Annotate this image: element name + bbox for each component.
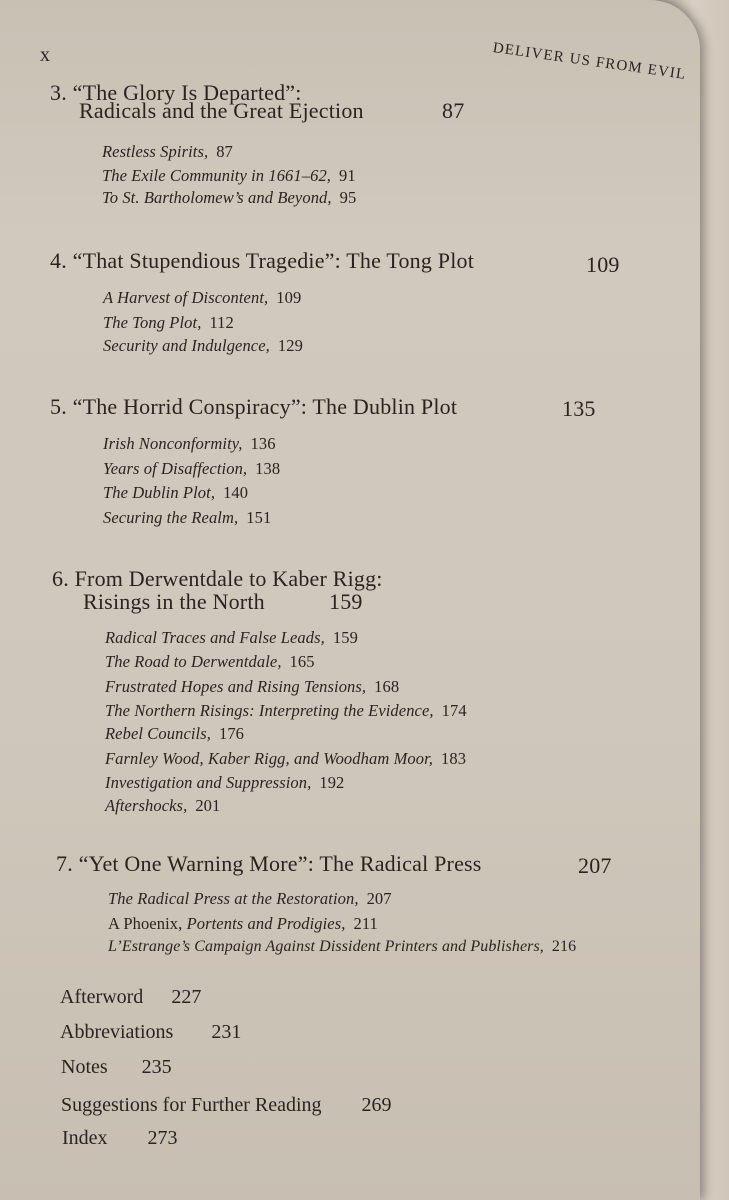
section-entry (102, 188, 356, 208)
section-page: 192 (319, 773, 345, 792)
section-page: 174 (441, 701, 467, 720)
section-page: 138 (255, 459, 281, 478)
section-page: 129 (277, 336, 303, 355)
section-title: To St. Bartholomew’s and Beyond, (102, 188, 332, 207)
section-title: Security and Indulgence, (103, 336, 270, 355)
section-entry (108, 889, 392, 909)
section-entry (103, 434, 276, 454)
back-matter-entry (60, 1021, 241, 1044)
section-entry (105, 773, 344, 793)
section-title: The Tong Plot, (103, 313, 202, 332)
section-entry (105, 749, 466, 769)
chapter-page: 109 (586, 252, 620, 277)
section-page: 183 (441, 749, 467, 768)
section-page: 168 (374, 677, 400, 696)
back-matter-page: 235 (141, 1056, 172, 1078)
back-matter-entry (61, 1094, 392, 1117)
back-matter-page: 227 (171, 986, 202, 1008)
section-page: 91 (339, 166, 356, 185)
chapter-number: 6. (52, 566, 69, 591)
chapter-page: 87 (442, 98, 465, 123)
section-page: 87 (216, 142, 233, 161)
chapter-title: Radicals and the Great Ejection (79, 98, 364, 123)
back-matter-title: Notes (61, 1056, 108, 1078)
chapter-page: 135 (562, 396, 596, 421)
section-page: 109 (276, 288, 302, 307)
chapter-title: “The Glory Is Departed”: (72, 80, 302, 105)
chapter-4-line1 (50, 248, 474, 274)
section-title: Aftershocks, (105, 796, 188, 815)
section-entry (105, 677, 399, 697)
section-entry (105, 652, 315, 672)
chapter-page: 207 (578, 853, 612, 878)
section-title: Securing the Realm, (103, 508, 239, 527)
section-entry (103, 483, 248, 503)
section-title: Investigation and Suppression, (105, 773, 312, 792)
chapter-page: 159 (329, 589, 363, 614)
chapter-number: 7. (56, 851, 73, 876)
section-title: Portents and Prodigies, (186, 914, 346, 933)
chapter-number: 4. (50, 248, 67, 273)
back-matter-entry (61, 1056, 172, 1079)
section-entry (105, 701, 467, 721)
section-page: 151 (246, 508, 272, 527)
section-entry (105, 724, 244, 744)
section-entry (103, 459, 280, 479)
section-entry (108, 914, 378, 934)
section-page: 201 (195, 796, 221, 815)
section-title: The Radical Press at the Restoration, (108, 889, 359, 908)
section-title: Years of Disaffection, (103, 459, 248, 478)
section-title: Frustrated Hopes and Rising Tensions, (105, 677, 367, 696)
chapter-5-line1 (50, 394, 457, 420)
section-title: L’Estrange’s Campaign Against Dissident Printers and Publishers, (108, 938, 544, 955)
section-entry (103, 288, 301, 308)
section-entry (105, 796, 220, 816)
page-folio: x (40, 44, 51, 66)
section-page: 216 (551, 938, 577, 955)
running-head: DELIVER US FROM EVIL (491, 40, 688, 84)
chapter-number: 5. (50, 394, 67, 419)
section-entry (102, 166, 356, 186)
section-page: 159 (332, 628, 358, 647)
section-page: 136 (250, 434, 276, 453)
back-matter-title: Suggestions for Further Reading (61, 1094, 322, 1116)
section-title: The Dublin Plot, (103, 483, 216, 502)
chapter-title: “The Horrid Conspiracy”: The Dublin Plot (72, 394, 458, 419)
section-page: 165 (289, 652, 315, 671)
back-matter-page: 273 (147, 1127, 178, 1149)
section-title: A Harvest of Discontent, (103, 288, 269, 307)
back-matter-title: Index (62, 1127, 108, 1149)
back-matter-page: 231 (211, 1021, 242, 1043)
back-matter-entry (62, 1127, 178, 1150)
section-page: 211 (353, 914, 378, 933)
section-title: Irish Nonconformity, (103, 434, 243, 453)
section-title: Restless Spirits, (102, 142, 209, 161)
section-page: 95 (339, 188, 357, 207)
section-title: The Road to Derwentdale, (105, 652, 282, 671)
section-entry (103, 313, 234, 333)
section-page: 140 (223, 483, 249, 502)
chapter-3-line2 (79, 98, 364, 124)
back-matter-entry (60, 986, 201, 1009)
section-title-roman: A Phoenix, (108, 914, 183, 933)
section-entry (105, 628, 358, 648)
back-matter-title: Abbreviations (60, 1021, 174, 1043)
section-title: Radical Traces and False Leads, (105, 628, 325, 647)
section-page: 176 (218, 724, 245, 743)
section-page: 207 (366, 889, 392, 908)
section-entry (103, 336, 303, 356)
section-title: Rebel Councils, (105, 724, 211, 743)
chapter-title: “Yet One Warning More”: The Radical Press (78, 851, 482, 876)
section-title: The Exile Community in 1661–62, (102, 166, 332, 185)
chapter-title: Risings in the North (83, 589, 265, 614)
chapter-number: 3. (50, 80, 67, 105)
back-matter-title: Afterword (60, 986, 144, 1008)
chapter-6-line2 (83, 589, 265, 615)
back-matter-page: 269 (361, 1094, 392, 1116)
section-page: 112 (209, 313, 234, 332)
section-title: The Northern Risings: Interpreting the Evidence, (105, 701, 434, 720)
chapter-title: From Derwentdale to Kaber Rigg: (74, 566, 383, 591)
chapter-7-line1 (56, 851, 482, 877)
section-title: Farnley Wood, Kaber Rigg, and Woodham Moor, (105, 749, 434, 768)
section-entry (103, 508, 271, 528)
section-entry (108, 938, 576, 956)
section-entry (102, 142, 233, 162)
chapter-title: “That Stupendious Tragedie”: The Tong Plot (72, 248, 475, 273)
